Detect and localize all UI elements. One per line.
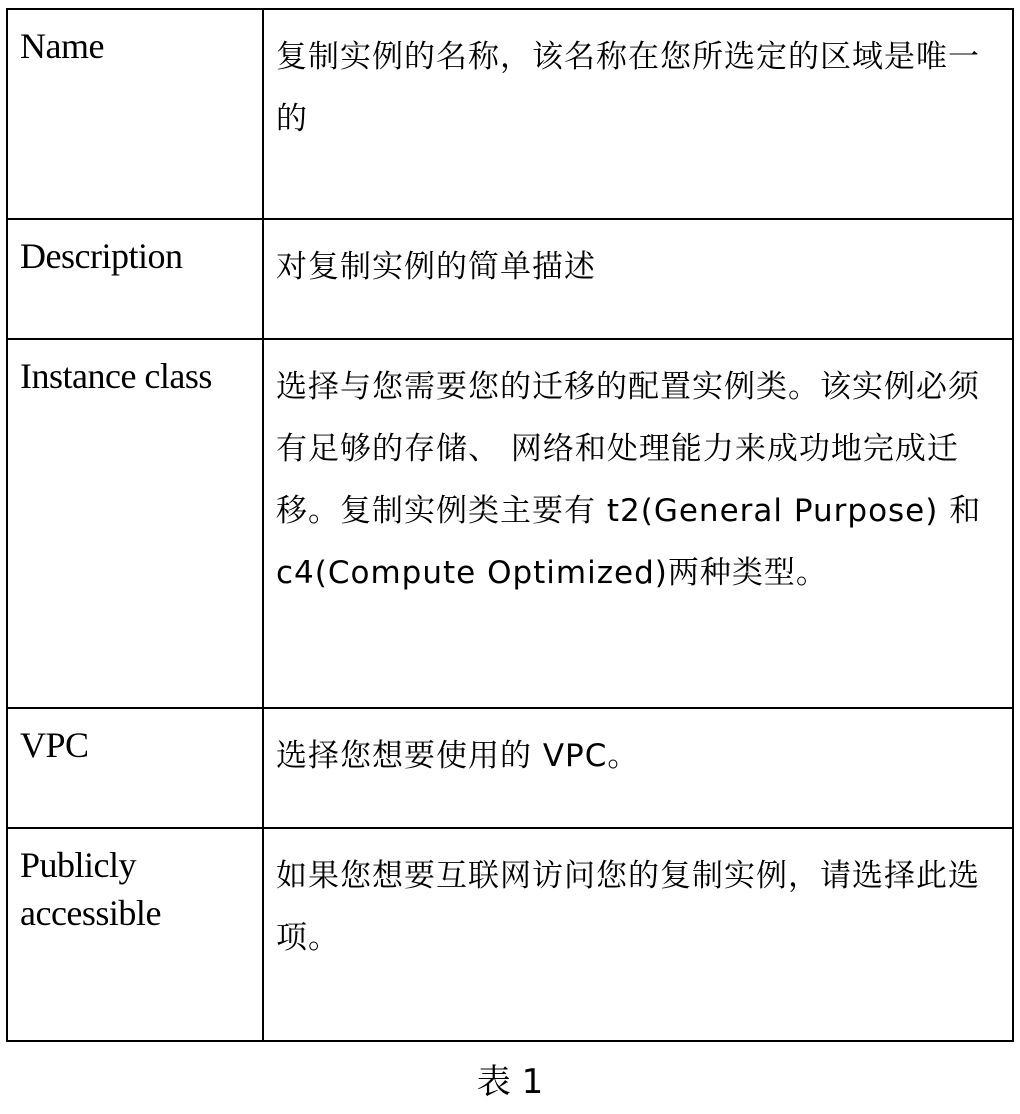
row-value-name: 复制实例的名称，该名称在您所选定的区域是唯一的 bbox=[263, 9, 1013, 219]
table-row bbox=[7, 219, 1013, 339]
table-row bbox=[7, 9, 1013, 219]
row-value-publicly-accessible: 如果您想要互联网访问您的复制实例，请选择此选项。 bbox=[263, 828, 1013, 1041]
row-key-description: Description bbox=[7, 219, 263, 339]
row-key-instance-class: Instance class bbox=[7, 339, 263, 708]
table-caption: 表 1 bbox=[476, 1062, 544, 1102]
table-row bbox=[7, 339, 1013, 708]
row-key-name: Name bbox=[7, 9, 263, 219]
table-row bbox=[7, 708, 1013, 828]
row-key-publicly-accessible: Publicly accessible bbox=[7, 828, 263, 1041]
row-value-vpc: 选择您想要使用的 VPC。 bbox=[263, 708, 1013, 828]
parameter-table bbox=[6, 8, 1014, 1042]
row-value-description: 对复制实例的简单描述 bbox=[263, 219, 1013, 339]
row-key-vpc: VPC bbox=[7, 708, 263, 828]
row-value-instance-class: 选择与您需要您的迁移的配置实例类。该实例必须有足够的存储、 网络和处理能力来成功地完成迁移。复制实例类主要有 t2(General Purpose) 和 c4(Compute Optimized)两种类型。 bbox=[263, 339, 1013, 708]
table-row bbox=[7, 828, 1013, 1041]
